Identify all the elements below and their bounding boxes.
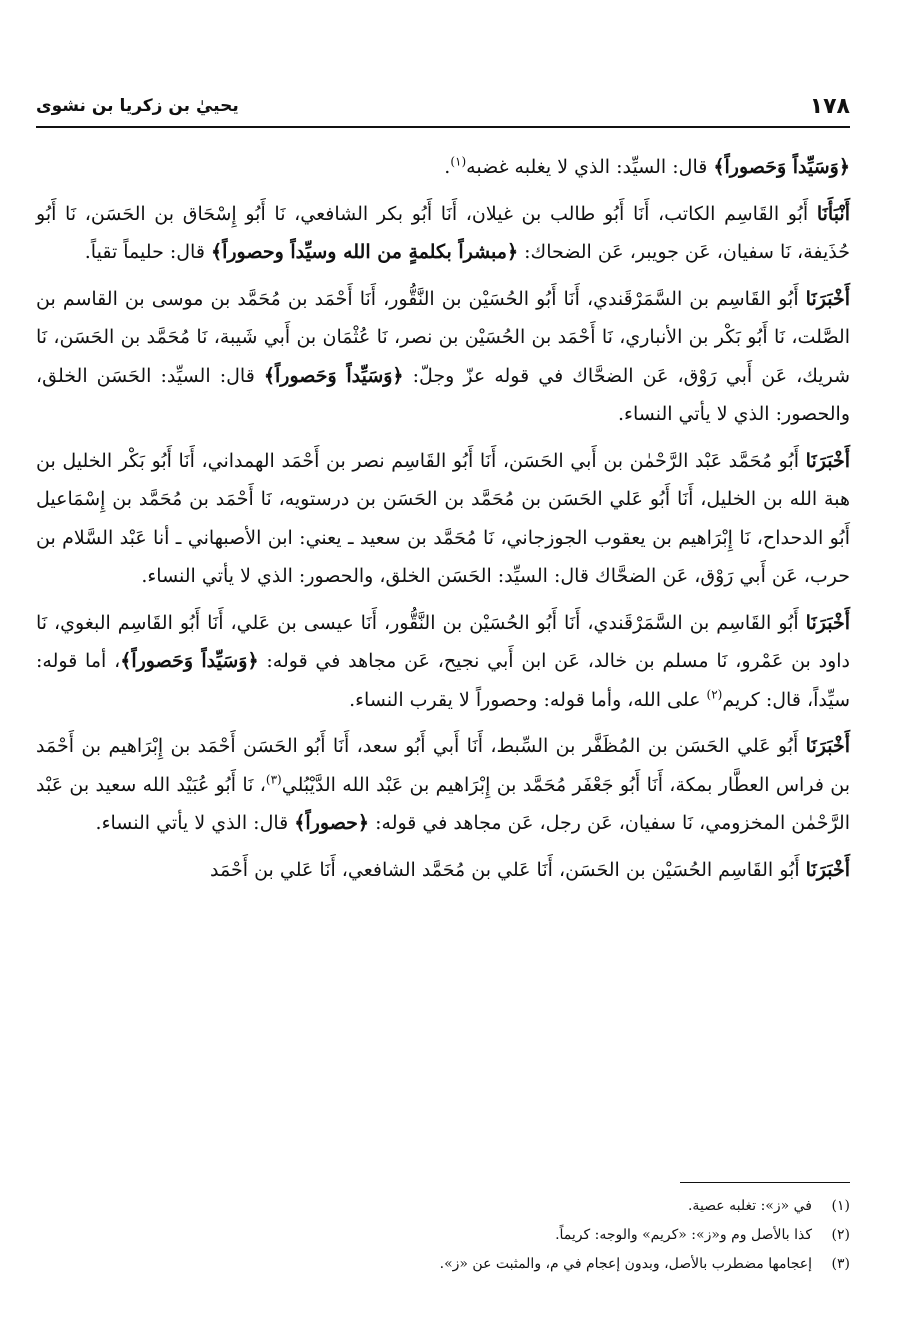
footnote-reference[interactable]: (٢)	[706, 687, 723, 702]
paragraph-text: أَبُو القَاسِم الحُسَيْن بن الحَسَن، أَنَا عَلي بن مُحَمَّد الشافعي، أَنَا عَلي بن أَحْمَد	[210, 858, 806, 881]
footnote-text: إعجامها مضطرب بالأصل، وبدون إعجام في م، والمثبت عن «ز».	[439, 1256, 812, 1272]
page-number: ١٧٨	[809, 93, 850, 119]
running-title: يحييٰ بن زكريا بن نشوى	[36, 96, 239, 116]
paragraph-text: قال: الذي لا يأتي النساء.	[95, 812, 295, 834]
paragraph-text: .	[444, 156, 451, 178]
footnote	[36, 1250, 850, 1279]
paragraph-text: قال: السيِّد: الذي لا يغلبه غضبه	[466, 156, 714, 178]
body-text	[36, 148, 850, 897]
paragraph-text: ، أما قوله: سيِّداً، قال: كريم	[36, 650, 850, 711]
paragraph-lead-word: أَخْبَرَنَا	[805, 611, 850, 634]
quran-quote: ﴿مبشراً بكلمةٍ من الله وسيِّداً وحصوراً﴾	[210, 241, 519, 263]
paragraph	[36, 851, 850, 890]
quran-quote: ﴿وَسَيِّداً وَحَصوراً﴾	[120, 650, 259, 672]
quran-quote: ﴿حصوراً﴾	[294, 812, 370, 834]
footnote-number: (٣)	[831, 1256, 850, 1272]
paragraph	[36, 727, 850, 843]
paragraph-text: قال: السيِّد: الحَسَن الخلق، والحصور: الذي لا يأتي النساء.	[36, 364, 850, 425]
paragraph-text: أَبُو مُحَمَّد عَبْد الرَّحْمٰن بن أَبي الحَسَن، أَنَا أَبُو القَاسِم نصر بن أَحْمَد الهمداني، أَنَا أَبُو بَكْر الخليل بن هبة الله بن الخليل، أَنَا أَبُو عَلي الحَسَن بن مُحَمَّد بن الحَسَن بن درستويه، نَا أَحْمَد بن مُحَمَّد بن إِسْمَاعيل أَبُو الدحداح، نَا إِبْرَاهيم بن يعقوب الجوزجاني، نَا مُحَمَّد بن سعيد ـ يعني: ابن الأصبهاني ـ أنا عَبْد السَّلام بن حرب، عَن أَبي رَوْق، عَن الضحَّاك قال: السيِّد: الحَسَن الخلق، والحصور: الذي لا يأتي النساء.	[36, 449, 850, 587]
footnote-number: (١)	[831, 1198, 850, 1214]
footnote-reference[interactable]: (٣)	[265, 772, 282, 787]
quran-quote: ﴿وَسَيِّداً وَحَصوراً﴾	[713, 156, 850, 178]
footnote-text: في «ز»: تغلبه عصية.	[687, 1198, 812, 1214]
paragraph-text: أَبُو القَاسِم الكاتب، أَنَا أَبُو طالب بن غيلان، أَنَا أَبُو بكر الشافعي، نَا أَبُو إِسْحَاق بن الحَسَن، نَا أَبُو حُذَيفة، نَا سفيان، عَن جويبر، عَن الضحاك:	[36, 202, 850, 263]
paragraph-lead-word: أَخْبَرَنَا	[805, 858, 850, 881]
paragraph-text: أَبُو القَاسِم بن السَّمَرْقَندي، أَنَا أَبُو الحُسَيْن بن النَّقُّور، أَنَا عيسى بن عَلي، أَنَا أَبُو القَاسِم البغوي، نَا داود بن عَمْرو، نَا مسلم بن خالد، عَن ابن أَبي نجيح، عَن مجاهد في قوله:	[36, 611, 850, 672]
footnote	[36, 1221, 850, 1250]
paragraph-text: على الله، وأما قوله: وحصوراً لا يقرب النساء.	[349, 688, 707, 711]
paragraph-lead-word: أَخْبَرَنَا	[805, 449, 850, 472]
paragraph	[36, 148, 850, 187]
quran-quote: ﴿وَسَيِّداً وَحَصوراً﴾	[263, 364, 404, 387]
paragraph-text: قال: حليماً تقياً.	[84, 241, 211, 263]
footnote	[36, 1192, 850, 1221]
page-header	[36, 90, 850, 122]
paragraph	[36, 604, 850, 720]
footnote-reference[interactable]: (١)	[450, 154, 467, 169]
paragraph	[36, 195, 850, 272]
footnote-rule	[680, 1182, 850, 1183]
paragraph-text: أَبُو القَاسِم بن السَّمَرْقَندي، أَنَا أَبُو الحُسَيْن بن النَّقُّور، أَنَا أَحْمَد بن مُحَمَّد بن موسى بن القاسم بن الصَّلت، نَا أَبُو بَكْر بن الأنباري، نَا أَحْمَد بن الحُسَيْن بن نصر، نَا عُثْمَان بن أَبي شَيبة، نَا مُحَمَّد بن الحَسَن، نَا شريك، عَن أَبي رَوْق، عَن الضحَّاك في قوله عزّ وجلّ:	[36, 287, 850, 387]
footnotes	[36, 1192, 850, 1279]
paragraph	[36, 280, 850, 434]
paragraph-text: أَبُو عَلي الحَسَن بن المُظَفَّر بن السِّبط، أَنَا أَبي أَبُو سعد، أَنَا أَبُو الحَسَن أَحْمَد بن إِبْرَاهيم بن أَحْمَد بن فراس العطَّار بمكة، أَنَا أَبُو جَعْفَر مُحَمَّد بن إِبْرَاهيم بن عَبْد الله الدَّيْبُلي	[36, 735, 850, 796]
paragraph-lead-word: أَنْبَأَنَا	[816, 202, 850, 225]
header-rule	[36, 126, 850, 128]
paragraph-text: ، نَا أَبُو عُبَيْد الله سعيد بن عَبْد الرَّحْمٰن المخزومي، نَا سفيان، عَن رجل، عَن مجاهد في قوله:	[36, 773, 850, 834]
footnote-text: كذا بالأصل وم و«ز»: «كريم» والوجه: كريماً.	[555, 1227, 812, 1243]
paragraph	[36, 442, 850, 596]
footnote-number: (٢)	[831, 1227, 850, 1243]
paragraph-lead-word: أَخْبَرَنَا	[805, 287, 850, 310]
paragraph-lead-word: أَخْبَرَنَا	[805, 735, 850, 757]
